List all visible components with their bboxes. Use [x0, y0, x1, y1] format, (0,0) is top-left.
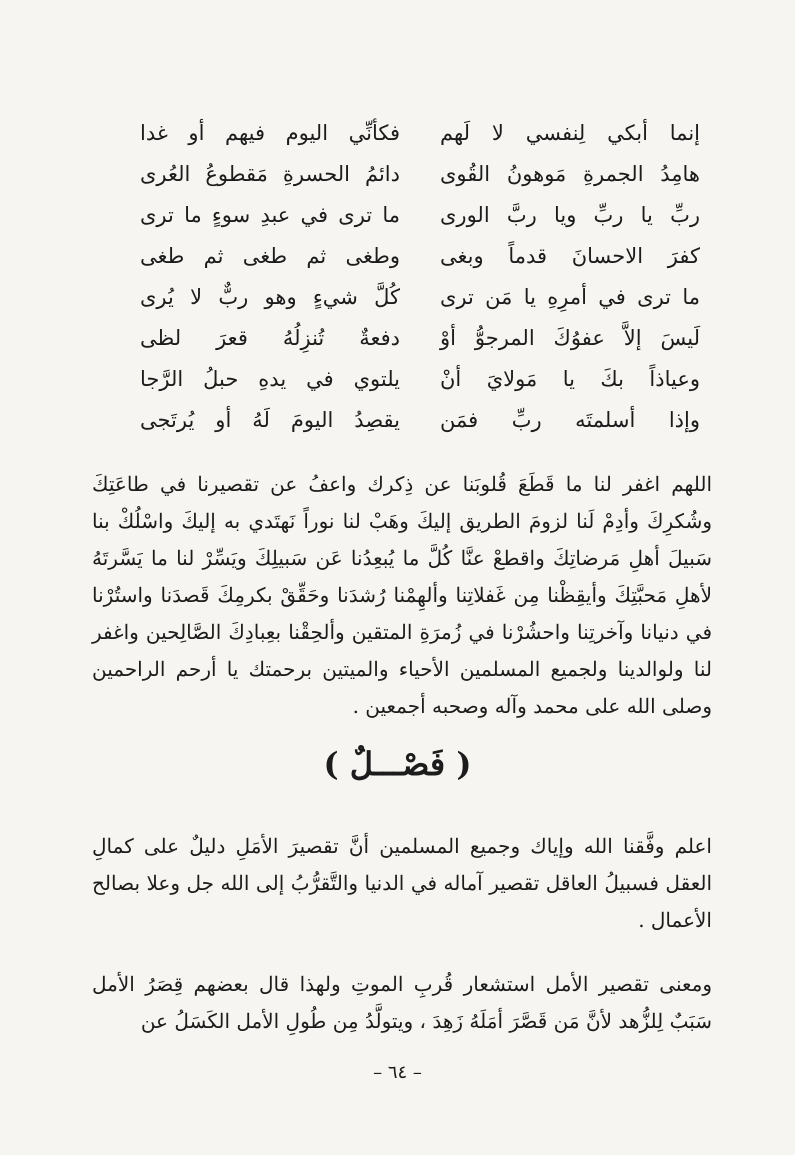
body-paragraph: اعلم وفَّقنا الله وإياك وجميع المسلمين أنَّ تقصيرَ الأمَلِ دليلٌ على كمالِ العقل فسبيلُ العاقل تقصير آماله في الدنيا والتَّقرُّبُ إلى الله جل وعلا بصالح الأعمال .: [92, 834, 712, 932]
verse-first-half: ما ترى في أمرِهِ يا مَن ترى: [440, 284, 700, 309]
verse-second-half: فكأنِّي اليوم فيهم أو غدا: [140, 120, 400, 145]
verse-row: [140, 317, 700, 358]
verse-second-half: كُلَّ شيءٍ وهو ربٌّ لا يُرى: [140, 284, 400, 309]
verse-second-half: ما ترى في عبدِ سوءٍ ما ترى: [140, 202, 400, 227]
verse-first-half: وإذا أسلمتَه ربِّ فمَن: [440, 407, 700, 432]
verse-first-half: كفرَ الاحسانَ قدماً وبغى: [440, 243, 700, 268]
verse-second-half: يقصِدُ اليومَ لَهُ أو يُرتَجى: [140, 407, 400, 432]
verse-row: [140, 399, 700, 440]
verse-row: [140, 112, 700, 153]
verse-second-half: وطغى ثم طغى ثم طغى: [140, 243, 400, 268]
verse-row: [140, 276, 700, 317]
verse-row: [140, 235, 700, 276]
chapter-heading: ( فَصْـــلٌ ): [323, 745, 472, 783]
verse-row: [140, 358, 700, 399]
verse-first-half: هامِدُ الجمرةِ مَوهونُ القُوى: [440, 161, 700, 186]
prayer-paragraph: اللهم اغفر لنا ما قَطَعَ قُلوبَنا عن ذِكرك واعفُ عن تقصيرنا في طاعَتِكَ وشُكرِكَ وأدِمْ لَنا لزومَ الطريق إليكَ وهَبْ لنا نوراً نَهتَدي به إليكَ واسْلُكْ بنا سَبيلَ أهلِ مَرضاتِكَ واقطعْ عنَّا كُلَّ ما يُبعِدُنا عَن سَبيلِكَ ويَسِّرْ لنا ما يَسَّرتَهُ لأهلِ مَحبَّتِكَ وأيقِظْنا مِن غَفلاتِنا وألهِمْنا رُشدَنا وحَقِّقْ بكرمِكَ قَصدَنا واستُرْنا في دنيانا وآخرتِنا واحشُرْنا في زُمرَةِ المتقين وألحِقْنا بعِبادِكَ الصَّالِحين واغفر لنا ولوالدينا ولجميع المسلمين الأحياء والميتين برحمتك يا أرحم الراحمين وصلى الله على محمد وآله وصحبه أجمعين .: [92, 472, 712, 718]
verse-first-half: ربِّ يا ربِّ ويا ربَّ الورى: [440, 202, 700, 227]
body-paragraph: ومعنى تقصير الأمل استشعار قُربِ الموتِ ولهذا قال بعضهم قِصَرُ الأمل سَبَبٌ لِلزُّهد لأنَّ مَن قَصَّرَ أمَلَهُ زَهِدَ ، ويتولَّدُ مِن طُولِ الأمل الكَسَلُ عن: [92, 972, 712, 1033]
page-number: – ٦٤ –: [373, 1062, 422, 1083]
verse-first-half: إنما أبكي لِنفسي لا لَهم: [440, 120, 700, 145]
verse-second-half: دفعةٌ تُنزِلُهُ قعرَ لظى: [140, 325, 400, 350]
verse-first-half: لَيسَ إلاَّ عفوُكَ المرجوُّ أوْ: [440, 325, 700, 350]
verse-row: [140, 194, 700, 235]
poem: [140, 112, 700, 442]
verse-row: [140, 153, 700, 194]
verse-second-half: يلتوي في يدهِ حبلُ الرَّجا: [140, 366, 400, 391]
verse-second-half: دائمُ الحسرةِ مَقطوعُ العُرى: [140, 161, 400, 186]
verse-first-half: وعياذاً بكَ يا مَولايَ أنْ: [440, 366, 700, 391]
